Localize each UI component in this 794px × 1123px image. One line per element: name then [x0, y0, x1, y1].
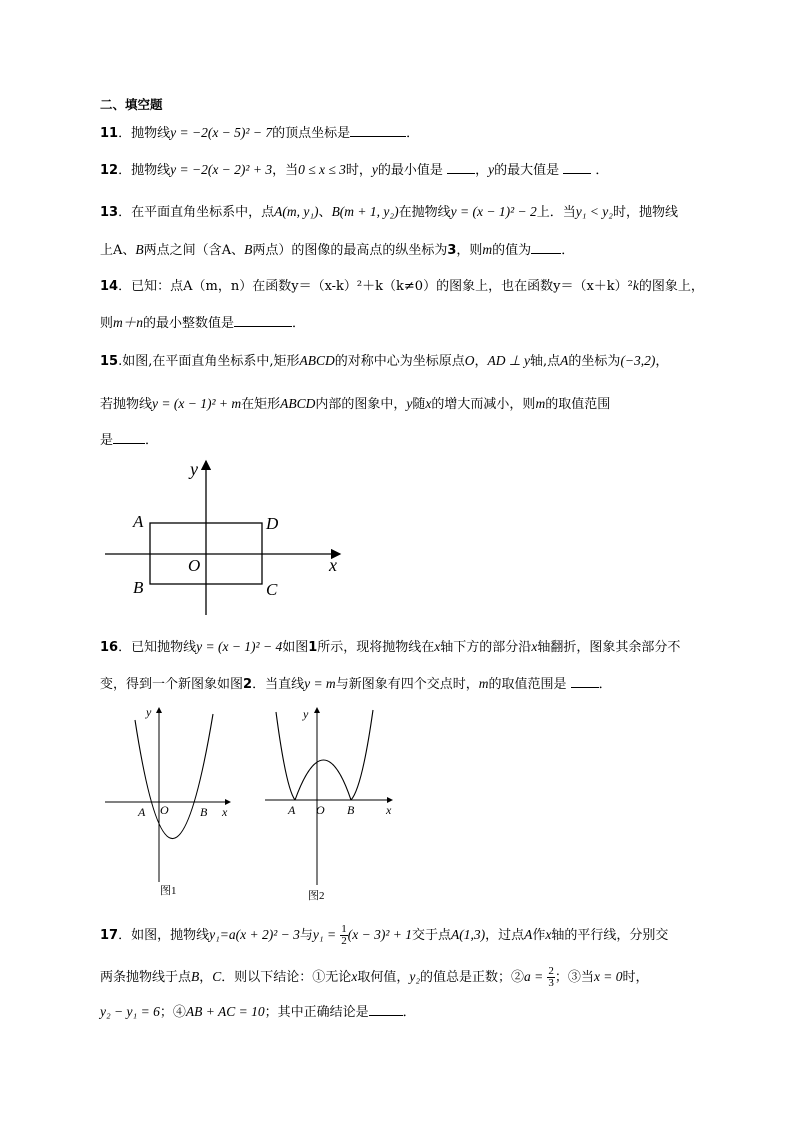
label-x: x	[222, 805, 228, 819]
label-x: x	[329, 555, 337, 575]
label-O: O	[160, 803, 169, 817]
question-number: 13	[100, 205, 119, 220]
parabola	[135, 714, 213, 839]
answer-blank[interactable]	[350, 124, 406, 137]
fraction-one-half: $\frac{1}{2}$	[341, 923, 347, 947]
q15-figure-rectangle	[100, 455, 350, 620]
fraction-two-thirds: $\frac{2}{3}$	[548, 965, 554, 989]
formula: y = (x − 1)² + m	[152, 396, 242, 411]
q16-figure-2	[262, 700, 402, 905]
question-17-line-2: 两条抛物线于点B，C．则以下结论：①无论x取何值，y₂的值总是正数；②a = $\frac{2}{3}$ ；③当x = 0时，	[100, 965, 649, 989]
question-number: 12	[100, 163, 119, 178]
question-number: 17	[100, 928, 119, 943]
answer-blank[interactable]	[234, 314, 292, 327]
label-D: D	[266, 514, 279, 533]
question-17-line-3: y₂ − y₁ = 6；④AB + AC = 10；其中正确结论是 ．	[100, 1004, 416, 1020]
label-A: A	[288, 803, 296, 817]
question-13-line-1: 13．在平面直角坐标系中，点A(m, y₁)、B(m + 1, y₂)在抛物线y = (x − 1)² − 2上．当y₁ < y₂时，抛物线	[100, 204, 678, 220]
label-O: O	[188, 556, 201, 575]
label-y: y	[303, 707, 309, 721]
answer-blank[interactable]	[369, 1003, 403, 1016]
answer-blank[interactable]	[113, 431, 145, 444]
answer-blank[interactable]	[531, 241, 561, 254]
answer-blank[interactable]	[571, 675, 599, 688]
question-15-line-3: 是 ．	[100, 433, 159, 448]
question-number: 14	[100, 279, 119, 294]
label-B: B	[200, 805, 208, 819]
formula: y = (x − 1)² − 4	[196, 639, 283, 654]
formula-1: y₁=a(x + 2)² − 3	[209, 927, 300, 942]
question-number: 11	[100, 126, 119, 141]
parabola-right-branch	[351, 710, 373, 800]
label-A: A	[138, 805, 146, 819]
question-number: 16	[100, 640, 119, 655]
caption: 图2	[308, 890, 325, 902]
question-15-line-2: 若抛物线y = (x − 1)² + m在矩形ABCD内部的图象中，y随x的增大而减小，则m的取值范围	[100, 396, 611, 412]
caption: 图1	[160, 885, 177, 897]
formula: y = −2(x − 5)² − 7	[170, 125, 273, 140]
label-y: y	[190, 459, 198, 479]
question-17-line-1: 17．如图，抛物线y₁=a(x + 2)² − 3与y₁ = $\frac{1}{2}$ (x − 3)² + 1交于点A(1,3)，过点A作x轴的平行线，分别交	[100, 923, 669, 947]
answer-blank-min[interactable]	[447, 161, 475, 174]
question-number: 15	[100, 354, 119, 369]
label-x: x	[386, 803, 392, 817]
section-heading: 二、填空题	[100, 97, 163, 112]
label-B: B	[133, 578, 144, 597]
q16-figure-1	[100, 700, 240, 900]
label-C: C	[266, 580, 278, 599]
formula-1: y＝（x-k）²＋k（k≠0）	[291, 279, 437, 294]
formula-2: y＝（x＋k）²	[553, 279, 633, 294]
folded-arch	[295, 760, 351, 800]
formula: y = (x − 1)² − 2	[450, 204, 537, 219]
answer-blank-max[interactable]	[563, 161, 591, 174]
question-15-line-1: 15.如图,在平面直角坐标系中,矩形ABCD的对称中心为坐标原点O，AD ⊥ y轴,点A的坐标为(−3,2)，	[100, 353, 669, 369]
label-A: A	[133, 512, 144, 531]
label-O: O	[316, 803, 325, 817]
question-12: 12．抛物线y = −2(x − 2)² + 3，当0 ≤ x ≤ 3时，y的最小值是 ，y的最大值是 ．	[100, 162, 609, 178]
parabola-left-branch	[276, 712, 295, 800]
question-16-line-1: 16．已知抛物线y = (x − 1)² − 4如图1所示，现将抛物线在x轴下方的部分沿x轴翻折，图象其余部分不	[100, 639, 681, 655]
label-B: B	[347, 803, 355, 817]
question-14-line-2: 则m＋n的最小整数值是 ．	[100, 315, 306, 331]
question-13-line-2: 上A、B两点之间（含A、B两点）的图像的最高点的纵坐标为3，则m的值为 ．	[100, 242, 575, 258]
question-14-line-1: 14．已知：点A（m，n）在函数y＝（x-k）²＋k（k≠0）的图象上，也在函数y＝（x＋k）²k的图象上，	[100, 278, 704, 294]
label-y: y	[146, 705, 152, 719]
formula: y = −2(x − 2)² + 3	[170, 162, 273, 177]
question-16-line-2: 变，得到一个新图象如图2．当直线y = m与新图象有四个交点时，m的取值范围是 ．	[100, 676, 612, 692]
question-11: 11．抛物线y = −2(x − 5)² − 7的顶点坐标是 ．	[100, 125, 420, 141]
